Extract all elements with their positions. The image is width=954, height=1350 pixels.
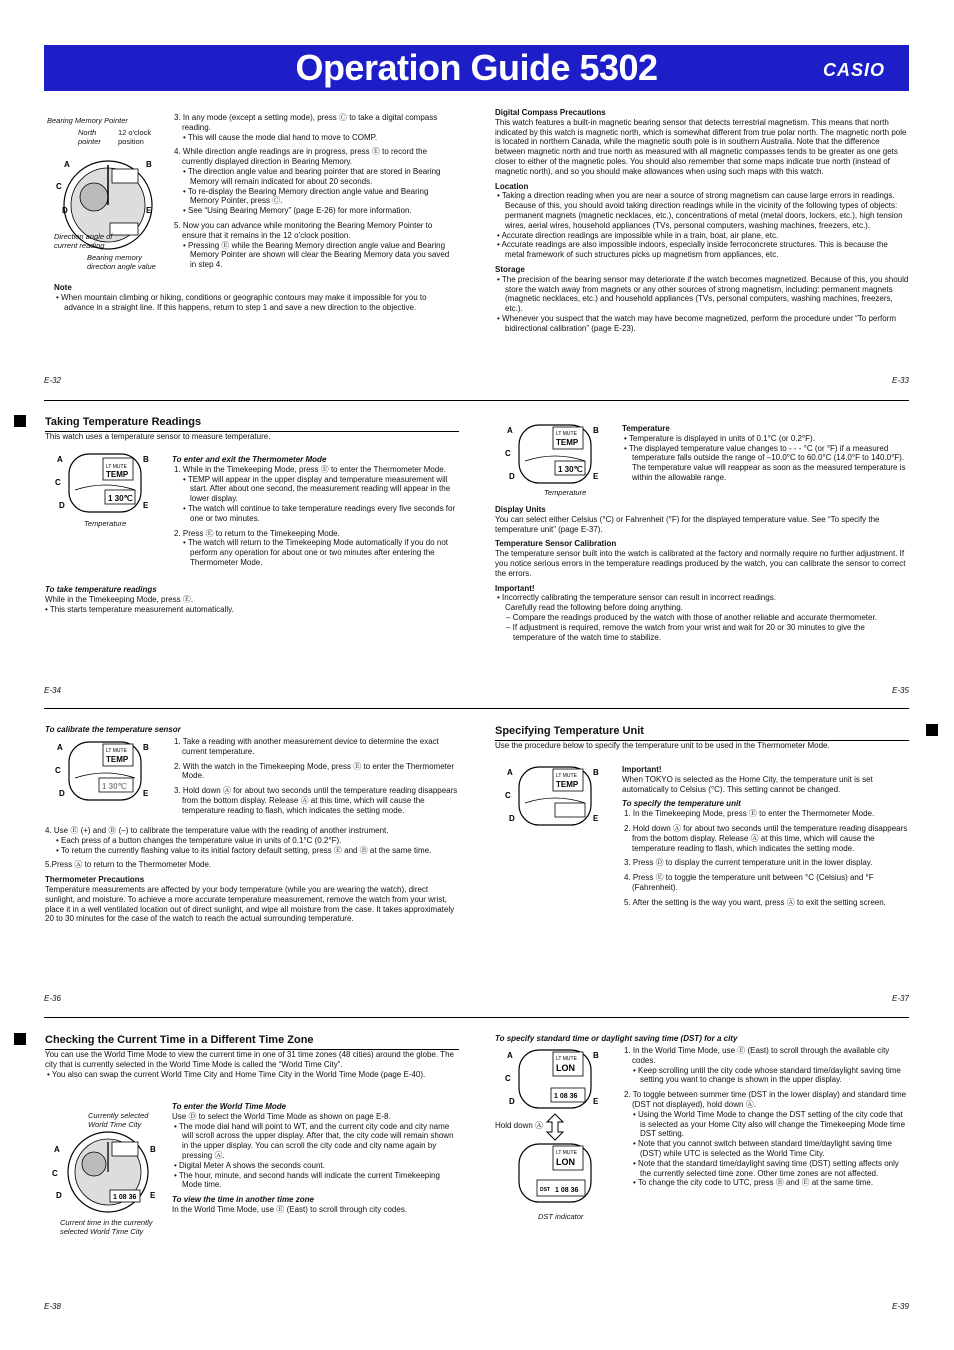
svg-text:TEMP: TEMP	[106, 470, 129, 479]
p38-steps: To enter the World Time Mode Use Ⓓ to select the World Time Mode as shown on page E-8. • The mode dial hand will point to WT, and the current city code and city name will scroll across the upper display. After that, the city code will remain shown in the upper display. You can scroll the city code and city name again by pressing Ⓐ. • Digital Meter A shows the seconds count. • The hour, minute, and second hands will indicate the current Timekeeping Mode time. To view the time in another time zone In the World Time Mode, use Ⓔ (East) to scroll through city codes.	[172, 1102, 454, 1214]
svg-text:D: D	[56, 1191, 62, 1200]
svg-text:1 08 36: 1 08 36	[554, 1093, 578, 1100]
button-a-label: A	[64, 160, 70, 169]
svg-text:A: A	[507, 768, 513, 777]
page-title: Operation Guide 5302	[295, 47, 658, 88]
svg-text:C: C	[505, 1074, 511, 1083]
svg-text:TEMP: TEMP	[556, 780, 579, 789]
p36-title: To calibrate the temperature sensor	[45, 725, 181, 734]
svg-text:1 30℃: 1 30℃	[108, 494, 133, 503]
svg-text:TEMP: TEMP	[106, 755, 129, 764]
svg-text:E: E	[593, 814, 599, 823]
svg-text:LON: LON	[556, 1157, 575, 1167]
watch-figure-calibrate	[55, 738, 155, 806]
svg-text:LT MUTE: LT MUTE	[556, 1150, 577, 1156]
watch-figure-temp-1	[55, 450, 155, 518]
p39-title: To specify standard time or daylight saving time (DST) for a city	[495, 1034, 738, 1043]
p37-steps: Important! When TOKYO is selected as the Home City, the temperature unit is set automatically to Celsius (°C). This setting cannot be changed. To specify the temperature unit 1. In the Timekeeping Mode, press Ⓔ to enter the Thermometer Mode. 2. Hold down Ⓐ for about two seconds until the temperature reading disappears from the bottom display. Release Ⓐ at this time, which will cause the temperature reading to flash, which indicates the setting mode. 3. Press Ⓓ to display the current temperature unit in the lower display. 4. Press Ⓔ to toggle the temperature unit between °C (Celsius) and °F (Fahrenheit). 5. After the setting is the way you want, press Ⓐ to exit the setting screen.	[622, 765, 908, 907]
svg-text:B: B	[143, 455, 149, 464]
page-number-e32: E-32	[44, 376, 61, 385]
svg-text:B: B	[143, 743, 149, 752]
page-number-e36: E-36	[44, 994, 61, 1003]
fig-label-bearing-value: Bearing memory direction angle value	[87, 253, 156, 271]
fig-caption-temperature-2: Temperature	[544, 488, 587, 497]
svg-text:LT MUTE: LT MUTE	[106, 748, 127, 754]
p35-content: Display Units You can select either Celsius (°C) or Fahrenheit (°F) for the displayed temperature value. See “To specify the temperature unit” (page E-37). Temperature Sensor Calibration The temperature sensor built into the watch is calibrated at the factory and normally require no further adjustment. If you notice serious errors in the temperature readings produced by the watch, you can calibrate the sensor to correct the errors. Important! • Incorrectly calibrating the temperature sensor can result in incorrect readings. Carefully read the following before doing anything. – Compare the readings produced by the watch with those of another reliable and accurate thermometer. – If adjustment is required, remove the watch from your wrist and wait for 20 or 30 minutes to give the temperature of the watch time to stabilize.	[495, 505, 906, 642]
svg-text:A: A	[507, 426, 513, 435]
svg-text:1 08 36: 1 08 36	[555, 1187, 579, 1194]
svg-text:1 30℃: 1 30℃	[102, 782, 127, 791]
p32-step-3: 3. In any mode (except a setting mode), press Ⓒ to take a digital compass reading.	[174, 113, 438, 132]
p34-title: Taking Temperature Readings	[45, 416, 459, 432]
brand-logo: CASIO	[822, 60, 885, 80]
svg-text:D: D	[59, 501, 65, 510]
svg-text:E: E	[150, 1191, 156, 1200]
button-c-label: C	[56, 182, 62, 191]
svg-text:LON: LON	[556, 1063, 575, 1073]
dst-indicator-label: DST indicator	[538, 1212, 584, 1221]
button-e-label: E	[146, 206, 152, 215]
svg-text:D: D	[509, 472, 515, 481]
p32-step-4: 4. While direction angle readings are in progress, press Ⓔ to record the currently displayed direction in Bearing Memory.	[174, 147, 428, 167]
p33-content: Digital Compass Precautions This watch features a built-in magnetic bearing sensor that detects terrestrial magnetism. This means that north indicated by this watch is magnetic north, which is somewhat different from true polar north. The magnetic north pole is located in northern Canada, while the magnetic south pole is in southern Australia. Note that the difference between magnetic north and true north as measured with all magnetic compasses tends to be greater as one gets closer to either of the magnetic poles. You should also remember that some maps indicate true north (instead of magnetic north), and so you should make allowances when using such maps with this watch. Location • Taking a direction reading when you are near a source of strong magnetism can cause large errors in readings. Because of this, you should avoid taking direction readings while in the vicinity of the following types of objects: permanent magnets (magnetic necklaces, etc.), concentrations of metal (metal doors, lockers, etc.), high tension wires, aerial wires, household appliances (TVs, personal computers, washing machines, freezers, etc.). • Accurate direction readings are impossible while in a train, boat, air plane, etc. • Accurate readings are also impossible indoors, especially inside ferroconcrete structures. This is because the metal framework of such structures picks up magnetism from appliances, etc. Storage • The precision of the bearing sensor may deteriorate if the watch becomes magnetized. Because of this, you should store the watch away from magnets or any other sources of strong magnetism, including: permanent magnets (magnetic necklaces, etc.) and household appliances (TVs, personal computers, washing machines, freezers, etc.). • Whenever you suspect that the watch may have become magnetized, perform the procedure under “To perform bidirectional calibration” (page E-23).	[495, 108, 909, 333]
p36-steps: 1. Take a reading with another measurement device to determine the exact current temperature. 2. With the watch in the Timekeeping Mode, press Ⓔ to enter the Thermometer Mode. 3. Hold down Ⓐ for about two seconds until the temperature reading disappears from the bottom display. Release Ⓐ at this time, which will cause the temperature reading to flash, which indicates the setting mode.	[174, 737, 458, 815]
p38-header: Checking the Current Time in a Different Time Zone You can use the World Time Mode to view the current time in one of 31 time zones (48 cities) around the globe. The city that is currently selected in the World Time Mode is called the “World Time City”. • You also can swap the current World Time City and Home Time City in the World Time Mode (page E-40).	[45, 1034, 459, 1079]
p32-note: Note • When mountain climbing or hiking, conditions or geographic contours may make it impossible for you to advance in a straight line. If this happens, return to step 1 and save a new direction to the objective.	[54, 283, 427, 312]
fig-label-direction-angle: Direction angle of current reading	[54, 232, 113, 250]
svg-text:E: E	[143, 789, 149, 798]
svg-text:A: A	[507, 1051, 513, 1060]
fig-label-bearing-pointer: Bearing Memory Pointer	[47, 116, 128, 125]
page-number-e35: E-35	[892, 686, 909, 695]
page-number-e37: E-37	[892, 994, 909, 1003]
p35-temp: Temperature • Temperature is displayed in units of 0.1°C (or 0.2°F). • The displayed temperature value changes to - - - °C (or °F) if a measured temperature falls outside the range of –10.0°C to 60.0°C (14.0°F to 140.0°F). The temperature value will reappear as soon as the measured temperature is within the allowable range.	[622, 424, 906, 482]
p34-header: Taking Temperature Readings This watch uses a temperature sensor to measure temperature.	[45, 416, 459, 442]
page-number-e39: E-39	[892, 1302, 909, 1311]
svg-text:TEMP: TEMP	[556, 438, 579, 447]
page-number-e38: E-38	[44, 1302, 61, 1311]
svg-text:B: B	[150, 1145, 156, 1154]
svg-text:E: E	[593, 1097, 599, 1106]
watch-figure-unit	[505, 763, 605, 831]
svg-text:1 08 36: 1 08 36	[113, 1194, 137, 1201]
p37-header: Specifying Temperature Unit Use the procedure below to specify the temperature unit to be used in the Thermometer Mode.	[495, 725, 909, 751]
page-number-e34: E-34	[44, 686, 61, 695]
svg-text:D: D	[509, 814, 515, 823]
section-tab-marker	[14, 415, 26, 427]
p38-title: Checking the Current Time in a Different Time Zone	[45, 1034, 459, 1050]
watch-figure-temp-2	[505, 421, 605, 489]
watch-figure-world-time	[52, 1128, 164, 1218]
svg-text:DST: DST	[540, 1187, 550, 1193]
p36-content: 4. Use Ⓔ (+) and Ⓑ (–) to calibrate the temperature value with the reading of another instrument. • Each press of a button changes the temperature value in units of 0.1°C (0.2°F). • To return the currently flashing value to its initial factory default setting, press Ⓔ and Ⓑ at the same time. 5.Press Ⓐ to return to the Thermometer Mode. Thermometer Precautions Temperature measurements are affected by your body temperature (while you are wearing the watch), direct sunlight, and moisture. To achieve a more accurate temperature measurement, remove the watch from your wrist, place it in a well ventilated location out of direct sunlight, and wipe all moisture from the case. It takes approximately 20 to 30 minutes for the case of the watch to reach the actual surrounding temperature.	[45, 826, 455, 924]
svg-text:A: A	[54, 1145, 60, 1154]
section-divider-3	[44, 1017, 909, 1018]
fig-label-current-time: Current time in the currently selected World Time City	[60, 1218, 153, 1236]
svg-text:B: B	[593, 1051, 599, 1060]
svg-text:C: C	[52, 1169, 58, 1178]
p39-title-wrap	[495, 1034, 909, 1044]
watch-figure-dst-2	[515, 1140, 605, 1210]
svg-text:LT MUTE: LT MUTE	[556, 431, 577, 437]
hold-down-label: Hold down Ⓐ	[495, 1121, 544, 1130]
svg-text:D: D	[509, 1097, 515, 1106]
p39-steps: 1. In the World Time Mode, use Ⓔ (East) to scroll through the available city codes. • Keep scrolling until the city code whose standard time/daylight saving time setting you want to change is shown in the upper display. 2. To toggle between summer time (DST in the lower display) and standard time (DST not displayed), hold down Ⓐ. • Using the World Time Mode to change the DST setting of the city code that is selected as your Home City also will change the Timekeeping Mode time DST setting. • Note that you cannot switch between standard time/daylight saving time (DST) while UTC is selected as the World Time City. • Note that the standard time/daylight saving time (DST) setting affects only the currently selected time zone. Other time zones are not affected. • To change the city code to UTC, press Ⓑ and Ⓔ at the same time.	[624, 1046, 907, 1188]
svg-text:B: B	[593, 768, 599, 777]
p36-title-wrap	[45, 725, 459, 735]
p32-step-5: 5. Now you can advance while monitoring the Bearing Memory Pointer to ensure that it remains in the 12 o’clock position.	[174, 220, 433, 240]
p34-steps: To enter and exit the Thermometer Mode 1. While in the Timekeeping Mode, press Ⓔ to enter the Thermometer Mode. • TEMP will appear in the upper display and temperature measurement will start. After about one second, the measurement reading will appear in the lower display. • The watch will continue to take temperature readings every five seconds for one or two minutes. 2. Press Ⓔ to return to the Timekeeping Mode. • The watch will return to the Timekeeping Mode automatically if you do not perform any operation for about one or two minutes after entering the Thermometer Mode.	[172, 455, 456, 567]
section-tab-marker-3	[14, 1033, 26, 1045]
page-number-e33: E-33	[892, 376, 909, 385]
svg-text:D: D	[59, 789, 65, 798]
svg-text:C: C	[505, 791, 511, 800]
fig-label-north-pointer: North pointer	[78, 128, 101, 146]
svg-text:C: C	[55, 766, 61, 775]
fig-label-12-oclock: 12 o'clock position	[118, 128, 152, 146]
header-banner	[44, 45, 909, 91]
svg-text:A: A	[57, 455, 63, 464]
svg-text:C: C	[55, 478, 61, 487]
up-down-arrow-icon	[545, 1113, 565, 1141]
svg-text:LT MUTE: LT MUTE	[556, 1056, 577, 1062]
svg-text:1 30℃: 1 30℃	[558, 465, 583, 474]
section-divider-2	[44, 708, 909, 709]
section-tab-marker-right	[926, 724, 938, 736]
svg-text:LT MUTE: LT MUTE	[556, 773, 577, 779]
svg-text:LT MUTE: LT MUTE	[106, 464, 127, 470]
svg-text:B: B	[593, 426, 599, 435]
svg-text:E: E	[593, 472, 599, 481]
svg-text:A: A	[57, 743, 63, 752]
watch-figure-dst-1	[505, 1046, 605, 1114]
p37-title: Specifying Temperature Unit	[495, 725, 909, 741]
section-divider-1	[44, 400, 909, 401]
fig-label-world-city: Currently selected World Time City	[88, 1111, 149, 1129]
fig-caption-temperature-1: Temperature	[84, 519, 127, 528]
button-d-label: D	[62, 206, 68, 215]
svg-text:C: C	[505, 449, 511, 458]
svg-text:E: E	[143, 501, 149, 510]
button-b-label: B	[146, 160, 152, 169]
p34-take: To take temperature readings While in the Timekeeping Mode, press Ⓔ. • This starts temperature measurement automatically.	[45, 585, 234, 614]
p32-steps: 3. In any mode (except a setting mode), press Ⓒ to take a digital compass reading. • This will cause the mode dial hand to move to COMP. 4. While direction angle readings are in progress, press Ⓔ to record the currently displayed direction in Bearing Memory. • The direction angle value and bearing pointer that are stored in Bearing Memory will remain indicated for about 20 seconds. • To re-display the Bearing Memory direction angle value and Bearing Memory Pointer, press Ⓒ. • See “Using Bearing Memory” (page E-26) for more information. 5. Now you can advance while monitoring the Bearing Memory Pointer to ensure that it remains in the 12 o’clock position. • Pressing Ⓔ while the Bearing Memory direction angle value and Bearing Memory Pointer are shown will clear the Bearing Memory data you saved in step 4.	[172, 113, 457, 270]
